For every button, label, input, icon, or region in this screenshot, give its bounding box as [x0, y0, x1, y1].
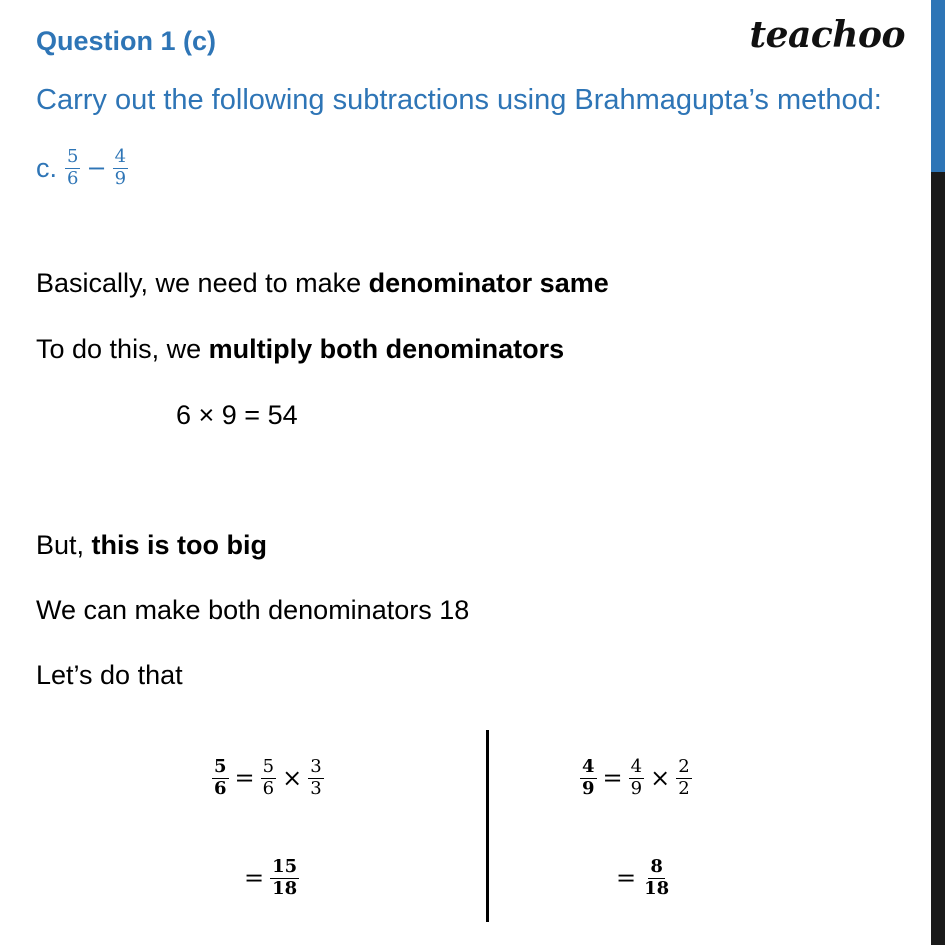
- problem-fraction-b: $\frac{4}{9}$: [114, 146, 127, 189]
- minus-sign: −: [86, 154, 107, 183]
- left-lhs-fraction: $\frac{5}{6}$: [214, 756, 227, 799]
- explanation-line-5: We can make both denominators 18: [36, 595, 470, 625]
- problem-fraction-a: $\frac{5}{6}$: [67, 146, 79, 189]
- column-divider: [486, 730, 489, 922]
- question-title: Question 1 (c): [36, 26, 217, 56]
- explanation-line-1: Basically, we need to make denominator same: [36, 268, 609, 298]
- right-fraction-1: $\frac{4}{9}$: [630, 756, 643, 799]
- teachoo-logo: teachoo: [749, 14, 905, 56]
- product-equation: 6 × 9 = 54: [176, 400, 298, 430]
- problem-label: c.: [36, 152, 58, 183]
- explanation-line-2: To do this, we multiply both denominators: [36, 334, 565, 364]
- left-calc-result: = $\frac{15}{18}$: [244, 856, 298, 899]
- left-fraction-1: $\frac{5}{6}$: [262, 756, 275, 799]
- explanation-line-4: But, this is too big: [36, 530, 268, 560]
- explanation-line-6: Let’s do that: [36, 660, 183, 690]
- sidebar-accent: [931, 0, 945, 172]
- right-calc-row1: $\frac{4}{9}$ = $\frac{4}{9}$ × $\frac{2}{2}$: [582, 756, 690, 799]
- problem-expression: [36, 148, 130, 189]
- left-result-fraction: $\frac{15}{18}$: [272, 856, 298, 899]
- right-fraction-2: $\frac{2}{2}$: [678, 756, 690, 799]
- left-calc-row1: $\frac{5}{6}$ = $\frac{5}{6}$ × $\frac{3}{3}$: [214, 756, 322, 799]
- right-calc-result: = $\frac{8}{18}$: [616, 856, 670, 899]
- right-lhs-fraction: $\frac{4}{9}$: [582, 756, 595, 799]
- right-result-fraction: $\frac{8}{18}$: [644, 856, 670, 899]
- instruction-text: Carry out the following subtractions using Brahmagupta’s method:: [36, 84, 882, 116]
- left-fraction-2: $\frac{3}{3}$: [310, 756, 322, 799]
